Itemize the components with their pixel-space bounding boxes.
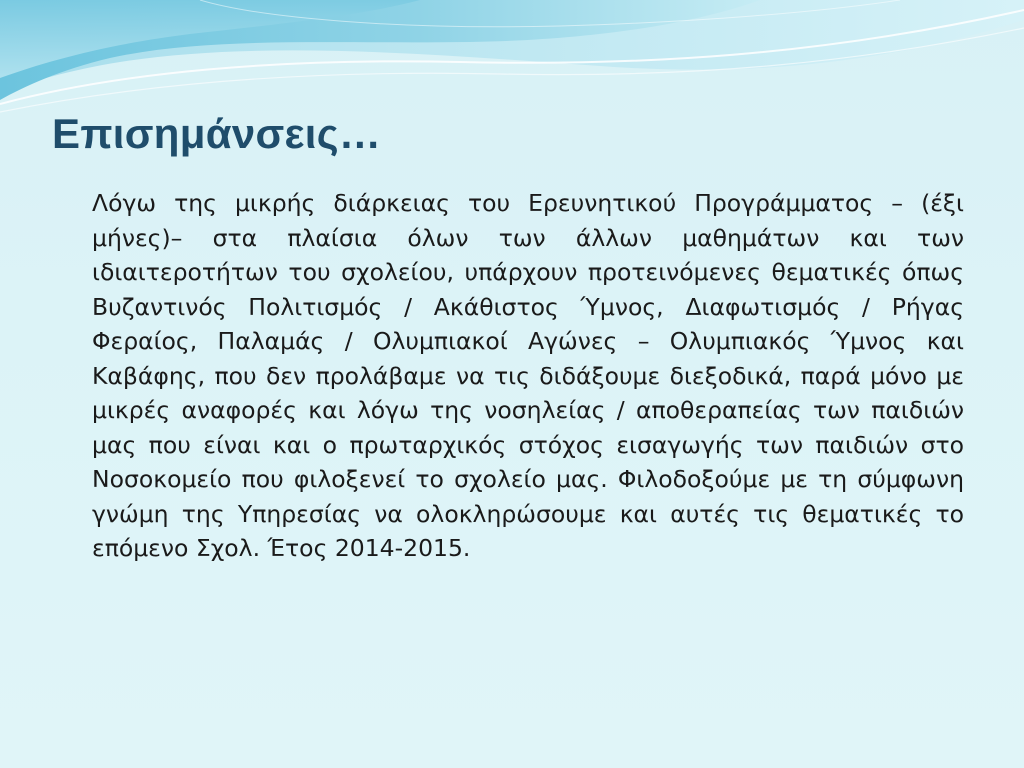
slide-body-text: Λόγω της μικρής διάρκειας του Ερευνητικού Προγράμματος – (έξι μήνες)– στα πλαίσια όλων των άλλων μαθημάτων και των ιδιαιτεροτήτων του σχολείου, υπάρχουν προτεινόμενες θεματικές όπως Βυζαντινός Πολιτισμός / Ακάθιστος Ύμνος, Διαφωτισμός / Ρήγας Φεραίος, Παλαμάς / Ολυμπιακοί Αγώνες – Ολυμπιακός Ύμνος και Καβάφης, που δεν προλάβαμε να τις διδάξουμε διεξοδικά, παρά μόνο με μικρές αναφορές και λόγω της νοσηλείας / αποθεραπείας των παιδιών μας που είναι και ο πρωταρχικός στόχος εισαγωγής των παιδιών στο Νοσοκομείο που φιλοξενεί το σχολείο μας. Φιλοδοξούμε με τη σύμφωνη γνώμη της Υπηρεσίας να ολοκληρώσουμε και αυτές τις θεματικές το επόμενο Σχολ. Έτος 2014-2015. [92,189,964,562]
slide-title: Επισημάνσεις… [52,110,382,157]
